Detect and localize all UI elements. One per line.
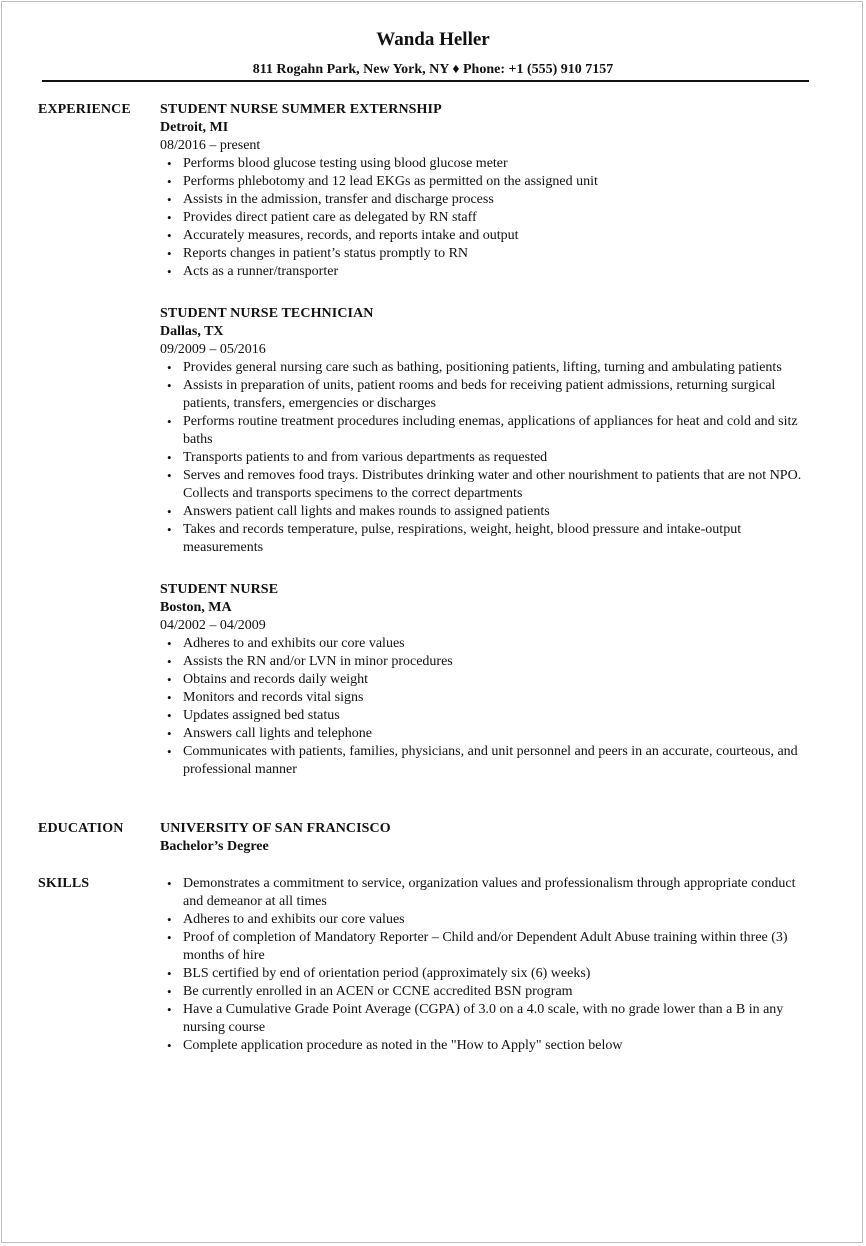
list-item: • Provides direct patient care as delegated by RN staff [183, 209, 815, 227]
list-item: • Assists the RN and/or LVN in minor procedures [183, 653, 815, 671]
list-item: • Reports changes in patient’s status promptly to RN [183, 245, 815, 263]
list-item: • Complete application procedure as noted in the "How to Apply" section below [183, 1037, 815, 1055]
section-label-education: EDUCATION [38, 821, 124, 836]
list-item: • Demonstrates a commitment to service, organization values and professionalism through appropriate conduct and demeanor at all times [183, 875, 815, 911]
skills-list [160, 875, 815, 1055]
list-item: • Performs phlebotomy and 12 lead EKGs as permitted on the assigned unit [183, 173, 815, 191]
school-name: UNIVERSITY OF SAN FRANCISCO [160, 821, 391, 836]
list-item: • Serves and removes food trays. Distributes drinking water and other nourishment to patients that are not NPO. Collects and transports specimens to the correct departments [183, 467, 815, 503]
job-dates: 08/2016 – present [160, 138, 261, 153]
list-item: • Answers patient call lights and makes rounds to assigned patients [183, 503, 815, 521]
job-duties-list [160, 635, 815, 779]
list-item: • Answers call lights and telephone [183, 725, 815, 743]
list-item: • Adheres to and exhibits our core values [183, 635, 815, 653]
list-item: • Performs routine treatment procedures including enemas, applications of appliances for heat and cold and sitz baths [183, 413, 815, 449]
job-location: Dallas, TX [160, 324, 224, 339]
section-label-experience: EXPERIENCE [38, 102, 131, 117]
experience-section [160, 101, 815, 779]
list-item: • Be currently enrolled in an ACEN or CCNE accredited BSN program [183, 983, 815, 1001]
list-item: • Transports patients to and from various departments as requested [183, 449, 815, 467]
job-title: STUDENT NURSE [160, 582, 279, 597]
list-item: • Accurately measures, records, and reports intake and output [183, 227, 815, 245]
job-location: Detroit, MI [160, 120, 229, 135]
list-item: • Takes and records temperature, pulse, respirations, weight, height, blood pressure and intake-output measurements [183, 521, 815, 557]
list-item: • Monitors and records vital signs [183, 689, 815, 707]
skills-section [160, 875, 815, 1055]
job-title: STUDENT NURSE TECHNICIAN [160, 306, 374, 321]
list-item: • BLS certified by end of orientation period (approximately six (6) weeks) [183, 965, 815, 983]
list-item: • Proof of completion of Mandatory Reporter – Child and/or Dependent Adult Abuse training within three (3) months of hire [183, 929, 815, 965]
list-item: • Provides general nursing care such as bathing, positioning patients, lifting, turning and ambulating patients [183, 359, 815, 377]
section-label-skills: SKILLS [38, 876, 90, 891]
list-item: • Assists in the admission, transfer and discharge process [183, 191, 815, 209]
job-duties-list [160, 155, 815, 281]
job-title: STUDENT NURSE SUMMER EXTERNSHIP [160, 102, 442, 117]
list-item: • Communicates with patients, families, physicians, and unit personnel and peers in an accurate, courteous, and professional manner [183, 743, 815, 779]
list-item: • Have a Cumulative Grade Point Average (CGPA) of 3.0 on a 4.0 scale, with no grade lower than a B in any nursing course [183, 1001, 815, 1037]
job-duties-list [160, 359, 815, 557]
list-item: • Adheres to and exhibits our core values [183, 911, 815, 929]
list-item: • Performs blood glucose testing using blood glucose meter [183, 155, 815, 173]
degree: Bachelor’s Degree [160, 839, 269, 854]
education-section [160, 820, 815, 856]
job-entry [160, 305, 815, 557]
candidate-name: Wanda Heller [376, 29, 490, 50]
job-dates: 04/2002 – 04/2009 [160, 618, 266, 633]
list-item: • Obtains and records daily weight [183, 671, 815, 689]
contact-line: 811 Rogahn Park, New York, NY ♦ Phone: +1 (555) 910 7157 [252, 62, 614, 77]
list-item: • Assists in preparation of units, patient rooms and beds for receiving patient admissions, returning surgical patients, transfers, emergencies or discharges [183, 377, 815, 413]
job-dates: 09/2009 – 05/2016 [160, 342, 266, 357]
list-item: • Updates assigned bed status [183, 707, 815, 725]
list-item: • Acts as a runner/transporter [183, 263, 815, 281]
job-entry [160, 101, 815, 281]
job-entry [160, 581, 815, 779]
header-divider [42, 80, 809, 82]
job-location: Boston, MA [160, 600, 232, 615]
